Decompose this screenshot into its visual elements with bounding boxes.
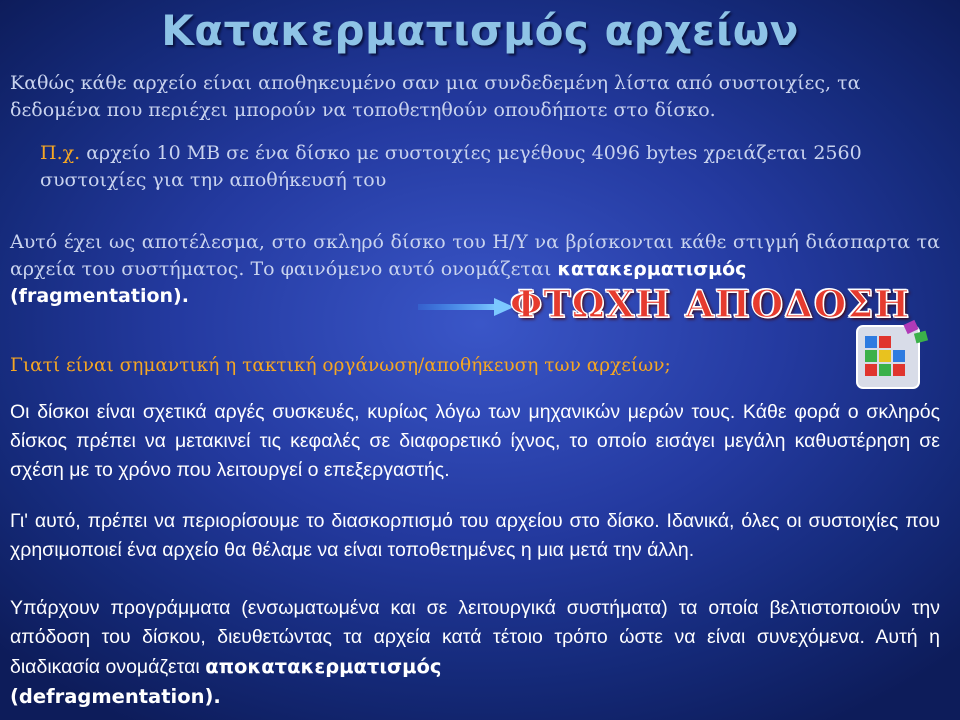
fragmentation-term: κατακερματισμός <box>557 258 747 280</box>
defragmentation-term-en: (defragmentation). <box>10 685 221 708</box>
question-heading: Γιατί είναι σημαντική η τακτική οργάνωση/αποθήκευση των αρχείων; <box>10 355 671 376</box>
defrag-body: Υπάρχουν προγράμματα (ενσωματωμένα και σε λειτουργικά συστήματα) τα οποία βελτιστοποιούν την απόδοση του δίσκου, διευθετώντας τα αρχεία κατά τέτοιο τρόπο ώστε να είναι συνεχόμενα. Αυτή η διαδικασία ονομάζεται <box>10 597 940 678</box>
poor-performance-banner: ΦΤΩΧΗ ΑΠΟΔΟΣΗ <box>510 282 911 326</box>
paragraph-scatter: Γι' αυτό, πρέπει να περιορίσουμε το διασκορπισμό του αρχείου στο δίσκο. Ιδανικά, όλες οι συστοιχίες που χρησιμοποιεί ένα αρχείο θα θέλαμε να είναι τοποθετημένες η μια μετά την άλλη. <box>10 510 940 561</box>
example-prefix: Π.χ. <box>40 142 81 164</box>
example-body: αρχείο 10 MB σε ένα δίσκο με συστοιχίες μεγέθους 4096 bytes χρειάζεται 2560 συστοιχίες για την αποθήκευσή του <box>40 142 862 191</box>
defragmentation-term: αποκατακερματισμός <box>205 655 442 678</box>
slide-title: Κατακερματισμός αρχείων <box>161 6 799 55</box>
result-body: Αυτό έχει ως αποτέλεσμα, στο σκληρό δίσκο του Η/Υ να βρίσκονται κάθε στιγμή διάσπαρτα τα αρχεία του συστήματος. Το φαινόμενο αυτό ονομάζεται <box>10 231 940 280</box>
arrow-right-icon <box>418 296 514 318</box>
intro-text <box>10 70 940 124</box>
fragmentation-term-en: (fragmentation). <box>10 285 189 307</box>
example-text <box>10 140 945 194</box>
intro-paragraph: Καθώς κάθε αρχείο είναι αποθηκευμένο σαν μια συνδεδεμένη λίστα από συστοιχίες, τα δεδομένα που περιέχει μπορούν να τοποθετηθούν οπουδήποτε στο δίσκο. <box>10 72 861 121</box>
paragraph-defrag <box>10 594 940 712</box>
paragraph-disks: Οι δίσκοι είναι σχετικά αργές συσκευές, κυρίως λόγω των μηχανικών μερών τους. Κάθε φορά ο σκληρός δίσκος πρέπει να μετακινεί τις κεφαλές σε διαφορετικό ίχνος, το οποίο εισάγει μεγάλη καθυστέρηση σε σχέση με το χρόνο που λειτουργεί ο επεξεργαστής. <box>10 401 940 481</box>
